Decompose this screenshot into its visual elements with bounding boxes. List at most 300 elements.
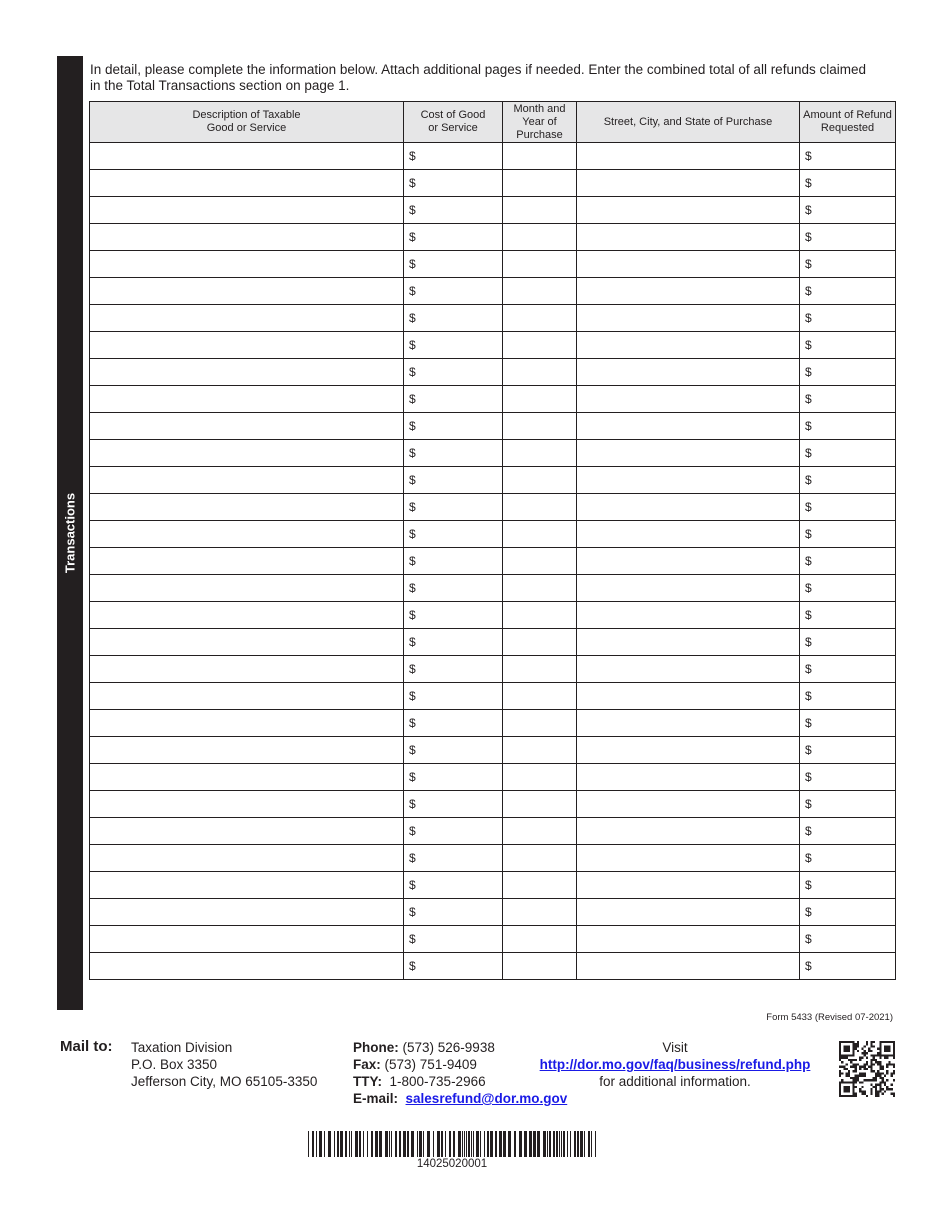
location-cell[interactable]: [577, 521, 800, 548]
phone-number: (573) 526-9938: [402, 1040, 495, 1055]
refund-amount-cell[interactable]: [800, 818, 896, 845]
additional-info-text: for additional information.: [599, 1074, 751, 1089]
tty-number: 1-800-735-2966: [389, 1074, 486, 1089]
cost-cell[interactable]: [404, 224, 503, 251]
description-cell[interactable]: [90, 953, 404, 980]
barcode-bar: [524, 1131, 527, 1157]
barcode-bar: [473, 1131, 474, 1157]
description-cell[interactable]: [90, 764, 404, 791]
location-cell[interactable]: [577, 413, 800, 440]
cost-cell[interactable]: [404, 413, 503, 440]
location-cell[interactable]: [577, 170, 800, 197]
barcode-bar: [529, 1131, 532, 1157]
barcode-bar: [580, 1131, 583, 1157]
refund-amount-cell[interactable]: [800, 575, 896, 602]
location-cell[interactable]: [577, 467, 800, 494]
refund-amount-cell[interactable]: [800, 899, 896, 926]
refund-amount-cell[interactable]: [800, 494, 896, 521]
barcode-bar: [449, 1131, 451, 1157]
table-header-row: [90, 102, 896, 143]
dollar-sign: $: [805, 419, 812, 433]
cost-cell[interactable]: [404, 359, 503, 386]
description-cell[interactable]: [90, 386, 404, 413]
month-year-cell[interactable]: [503, 575, 577, 602]
cost-cell[interactable]: [404, 278, 503, 305]
dollar-sign: $: [409, 932, 416, 946]
dollar-sign: $: [409, 905, 416, 919]
refund-amount-cell[interactable]: [800, 791, 896, 818]
table-row: [90, 224, 896, 251]
barcode-bar: [595, 1131, 596, 1157]
refund-amount-cell[interactable]: [800, 413, 896, 440]
month-year-cell[interactable]: [503, 386, 577, 413]
fax-number: (573) 751-9409: [384, 1057, 477, 1072]
description-cell[interactable]: [90, 170, 404, 197]
month-year-cell[interactable]: [503, 467, 577, 494]
email-line: [353, 1090, 567, 1107]
dollar-sign: $: [805, 203, 812, 217]
refund-amount-cell[interactable]: [800, 332, 896, 359]
barcode-bar: [519, 1131, 522, 1157]
table-row: [90, 926, 896, 953]
description-cell[interactable]: [90, 224, 404, 251]
barcode-bar: [588, 1131, 590, 1157]
mail-to-label: Mail to:: [60, 1038, 113, 1055]
location-cell[interactable]: [577, 224, 800, 251]
address-line: P.O. Box 3350: [131, 1057, 218, 1072]
refund-amount-cell[interactable]: [800, 548, 896, 575]
dollar-sign: $: [409, 176, 416, 190]
dollar-sign: $: [805, 311, 812, 325]
description-cell[interactable]: [90, 359, 404, 386]
cost-cell[interactable]: [404, 440, 503, 467]
barcode-bar: [359, 1131, 361, 1157]
location-cell[interactable]: [577, 278, 800, 305]
dollar-sign: $: [409, 851, 416, 865]
transactions-sidebar: [57, 56, 83, 1010]
location-cell[interactable]: [577, 548, 800, 575]
location-cell[interactable]: [577, 143, 800, 170]
barcode-bar: [399, 1131, 401, 1157]
refund-amount-cell[interactable]: [800, 251, 896, 278]
location-cell[interactable]: [577, 305, 800, 332]
table-row: [90, 602, 896, 629]
month-year-cell[interactable]: [503, 818, 577, 845]
location-cell[interactable]: [577, 953, 800, 980]
month-year-cell[interactable]: [503, 953, 577, 980]
barcode-bar: [553, 1131, 555, 1157]
barcode-bar: [495, 1131, 497, 1157]
refund-amount-cell[interactable]: [800, 953, 896, 980]
description-cell[interactable]: [90, 710, 404, 737]
month-year-cell[interactable]: [503, 926, 577, 953]
cost-cell[interactable]: [404, 710, 503, 737]
location-cell[interactable]: [577, 575, 800, 602]
refund-amount-cell[interactable]: [800, 359, 896, 386]
refund-amount-cell[interactable]: [800, 305, 896, 332]
table-row: [90, 845, 896, 872]
month-year-cell[interactable]: [503, 737, 577, 764]
description-cell[interactable]: [90, 818, 404, 845]
description-cell[interactable]: [90, 899, 404, 926]
barcode: [308, 1131, 596, 1157]
refund-amount-cell[interactable]: [800, 602, 896, 629]
location-cell[interactable]: [577, 872, 800, 899]
refund-amount-cell[interactable]: [800, 710, 896, 737]
month-year-cell[interactable]: [503, 224, 577, 251]
dollar-sign: $: [805, 365, 812, 379]
refund-amount-cell[interactable]: [800, 926, 896, 953]
email-label: E-mail:: [353, 1091, 399, 1106]
barcode-bar: [559, 1131, 560, 1157]
table-row: [90, 359, 896, 386]
address-line: Taxation Division: [131, 1040, 233, 1055]
dollar-sign: $: [409, 230, 416, 244]
refund-amount-cell[interactable]: [800, 197, 896, 224]
month-year-cell[interactable]: [503, 413, 577, 440]
barcode-bar: [371, 1131, 373, 1157]
cost-cell[interactable]: [404, 170, 503, 197]
barcode-bar: [349, 1131, 350, 1157]
location-cell[interactable]: [577, 440, 800, 467]
description-cell[interactable]: [90, 548, 404, 575]
month-year-cell[interactable]: [503, 170, 577, 197]
refund-amount-cell[interactable]: [800, 764, 896, 791]
location-cell[interactable]: [577, 197, 800, 224]
barcode-bar: [351, 1131, 352, 1157]
month-year-cell[interactable]: [503, 521, 577, 548]
cost-cell[interactable]: [404, 521, 503, 548]
cost-cell[interactable]: [404, 818, 503, 845]
barcode-bar: [462, 1131, 463, 1157]
month-year-cell[interactable]: [503, 143, 577, 170]
month-year-cell[interactable]: [503, 710, 577, 737]
cost-cell[interactable]: [404, 656, 503, 683]
dollar-sign: $: [805, 554, 812, 568]
barcode-bar: [403, 1131, 406, 1157]
refund-amount-cell[interactable]: [800, 467, 896, 494]
dollar-sign: $: [805, 500, 812, 514]
dollar-sign: $: [805, 446, 812, 460]
dollar-sign: $: [805, 797, 812, 811]
dollar-sign: $: [409, 365, 416, 379]
location-cell[interactable]: [577, 764, 800, 791]
barcode-bar: [563, 1131, 565, 1157]
table-row: [90, 143, 896, 170]
refund-amount-cell[interactable]: [800, 656, 896, 683]
description-cell[interactable]: [90, 494, 404, 521]
month-year-cell[interactable]: [503, 440, 577, 467]
dollar-sign: $: [805, 878, 812, 892]
table-row: [90, 386, 896, 413]
description-cell[interactable]: [90, 791, 404, 818]
location-cell[interactable]: [577, 899, 800, 926]
cost-cell[interactable]: [404, 737, 503, 764]
table-row: [90, 494, 896, 521]
dollar-sign: $: [409, 770, 416, 784]
dollar-sign: $: [409, 878, 416, 892]
description-cell[interactable]: [90, 251, 404, 278]
instructions-text: In detail, please complete the information below. Attach additional pages if needed. Enter the combined total of all refunds claimed in the Total Transactions section on page 1.: [90, 62, 866, 93]
cost-cell[interactable]: [404, 251, 503, 278]
cost-cell[interactable]: [404, 386, 503, 413]
location-cell[interactable]: [577, 251, 800, 278]
barcode-bar: [367, 1131, 368, 1157]
barcode-bar: [480, 1131, 481, 1157]
table-row: [90, 818, 896, 845]
tty-label: TTY:: [353, 1074, 382, 1089]
dollar-sign: $: [409, 797, 416, 811]
refund-amount-cell[interactable]: [800, 386, 896, 413]
barcode-bar: [547, 1131, 548, 1157]
cost-cell[interactable]: [404, 197, 503, 224]
barcode-bar: [340, 1131, 343, 1157]
description-cell[interactable]: [90, 575, 404, 602]
month-year-cell[interactable]: [503, 791, 577, 818]
barcode-number: 14025020001: [416, 1158, 488, 1170]
location-cell[interactable]: [577, 386, 800, 413]
dollar-sign: $: [805, 257, 812, 271]
dollar-sign: $: [409, 338, 416, 352]
barcode-bar: [328, 1131, 331, 1157]
cost-cell[interactable]: [404, 872, 503, 899]
dollar-sign: $: [805, 473, 812, 487]
refund-amount-cell[interactable]: [800, 845, 896, 872]
cost-cell[interactable]: [404, 926, 503, 953]
cost-cell[interactable]: [404, 764, 503, 791]
description-cell[interactable]: [90, 332, 404, 359]
barcode-bar: [433, 1131, 434, 1157]
refund-amount-cell[interactable]: [800, 440, 896, 467]
location-cell[interactable]: [577, 791, 800, 818]
barcode-bar: [514, 1131, 516, 1157]
table-row: [90, 251, 896, 278]
description-cell[interactable]: [90, 278, 404, 305]
dollar-sign: $: [805, 581, 812, 595]
dollar-sign: $: [805, 770, 812, 784]
table-row: [90, 305, 896, 332]
barcode-bar: [419, 1131, 422, 1157]
barcode-bar: [584, 1131, 585, 1157]
table-row: [90, 413, 896, 440]
location-cell[interactable]: [577, 656, 800, 683]
table-row: [90, 332, 896, 359]
dollar-sign: $: [409, 446, 416, 460]
barcode-bar: [308, 1131, 309, 1157]
description-cell[interactable]: [90, 629, 404, 656]
month-year-cell[interactable]: [503, 332, 577, 359]
cost-cell[interactable]: [404, 791, 503, 818]
month-year-cell[interactable]: [503, 197, 577, 224]
month-year-cell[interactable]: [503, 764, 577, 791]
barcode-bar: [543, 1131, 546, 1157]
barcode-bar: [464, 1131, 465, 1157]
barcode-bar: [316, 1131, 317, 1157]
month-year-cell[interactable]: [503, 872, 577, 899]
month-year-cell[interactable]: [503, 629, 577, 656]
barcode-bar: [556, 1131, 558, 1157]
dollar-sign: $: [805, 689, 812, 703]
barcode-bar: [427, 1131, 430, 1157]
cost-cell[interactable]: [404, 602, 503, 629]
month-year-cell[interactable]: [503, 548, 577, 575]
description-cell[interactable]: [90, 683, 404, 710]
barcode-bar: [591, 1131, 592, 1157]
barcode-bar: [379, 1131, 382, 1157]
cost-cell[interactable]: [404, 467, 503, 494]
barcode-bar: [437, 1131, 440, 1157]
description-cell[interactable]: [90, 197, 404, 224]
header-description: Description of Taxable Good or Service: [90, 102, 404, 143]
refund-amount-cell[interactable]: [800, 683, 896, 710]
barcode-bar: [537, 1131, 540, 1157]
month-year-cell[interactable]: [503, 494, 577, 521]
cost-cell[interactable]: [404, 845, 503, 872]
barcode-bar: [337, 1131, 339, 1157]
barcode-bar: [312, 1131, 314, 1157]
cost-cell[interactable]: [404, 494, 503, 521]
dollar-sign: $: [805, 527, 812, 541]
dollar-sign: $: [805, 716, 812, 730]
barcode-bar: [407, 1131, 409, 1157]
refund-amount-cell[interactable]: [800, 143, 896, 170]
email-link[interactable]: salesrefund@dor.mo.gov: [405, 1091, 568, 1106]
refund-amount-cell[interactable]: [800, 521, 896, 548]
dollar-sign: $: [409, 257, 416, 271]
description-cell[interactable]: [90, 926, 404, 953]
location-cell[interactable]: [577, 818, 800, 845]
month-year-cell[interactable]: [503, 602, 577, 629]
location-cell[interactable]: [577, 494, 800, 521]
dollar-sign: $: [805, 230, 812, 244]
cost-cell[interactable]: [404, 332, 503, 359]
location-cell[interactable]: [577, 359, 800, 386]
barcode-bar: [355, 1131, 358, 1157]
dollar-sign: $: [805, 392, 812, 406]
dollar-sign: $: [409, 554, 416, 568]
dollar-sign: $: [409, 608, 416, 622]
dollar-sign: $: [409, 149, 416, 163]
barcode-bar: [499, 1131, 502, 1157]
refund-amount-cell[interactable]: [800, 629, 896, 656]
dollar-sign: $: [805, 743, 812, 757]
table-row: [90, 629, 896, 656]
cost-cell[interactable]: [404, 953, 503, 980]
description-cell[interactable]: [90, 143, 404, 170]
description-cell[interactable]: [90, 602, 404, 629]
transactions-table: [89, 101, 896, 980]
table-row: [90, 278, 896, 305]
description-cell[interactable]: [90, 440, 404, 467]
dollar-sign: $: [409, 662, 416, 676]
description-cell[interactable]: [90, 467, 404, 494]
refund-amount-cell[interactable]: [800, 737, 896, 764]
location-cell[interactable]: [577, 845, 800, 872]
barcode-bar: [319, 1131, 322, 1157]
visit-text: Visit: [662, 1040, 688, 1055]
barcode-bar: [411, 1131, 414, 1157]
mail-address: [131, 1039, 317, 1090]
description-cell[interactable]: [90, 305, 404, 332]
description-cell[interactable]: [90, 872, 404, 899]
description-cell[interactable]: [90, 845, 404, 872]
description-cell[interactable]: [90, 737, 404, 764]
month-year-cell[interactable]: [503, 845, 577, 872]
location-cell[interactable]: [577, 332, 800, 359]
location-cell[interactable]: [577, 737, 800, 764]
description-cell[interactable]: [90, 413, 404, 440]
cost-cell[interactable]: [404, 143, 503, 170]
header-month-year: Month and Year of Purchase: [503, 102, 577, 143]
table-row: [90, 440, 896, 467]
month-year-cell[interactable]: [503, 251, 577, 278]
barcode-bar: [334, 1131, 335, 1157]
dollar-sign: $: [805, 905, 812, 919]
month-year-cell[interactable]: [503, 656, 577, 683]
qr-code: [839, 1041, 895, 1097]
table-row: [90, 548, 896, 575]
month-year-cell[interactable]: [503, 683, 577, 710]
barcode-bar: [345, 1131, 347, 1157]
dollar-sign: $: [805, 176, 812, 190]
cost-cell[interactable]: [404, 629, 503, 656]
refund-amount-cell[interactable]: [800, 278, 896, 305]
month-year-cell[interactable]: [503, 305, 577, 332]
location-cell[interactable]: [577, 602, 800, 629]
barcode-bar: [363, 1131, 364, 1157]
location-cell[interactable]: [577, 683, 800, 710]
month-year-cell[interactable]: [503, 899, 577, 926]
refund-amount-cell[interactable]: [800, 170, 896, 197]
barcode-bar: [395, 1131, 397, 1157]
month-year-cell[interactable]: [503, 278, 577, 305]
refund-amount-cell[interactable]: [800, 872, 896, 899]
dollar-sign: $: [409, 743, 416, 757]
dollar-sign: $: [409, 311, 416, 325]
table-row: [90, 899, 896, 926]
barcode-bar: [484, 1131, 485, 1157]
dollar-sign: $: [805, 851, 812, 865]
dollar-sign: $: [805, 959, 812, 973]
barcode-bar: [458, 1131, 461, 1157]
location-cell[interactable]: [577, 710, 800, 737]
cost-cell[interactable]: [404, 899, 503, 926]
month-year-cell[interactable]: [503, 359, 577, 386]
dollar-sign: $: [805, 932, 812, 946]
barcode-bar: [453, 1131, 455, 1157]
refund-faq-link[interactable]: http://dor.mo.gov/faq/business/refund.php: [539, 1057, 811, 1072]
barcode-bar: [570, 1131, 571, 1157]
table-row: [90, 197, 896, 224]
cost-cell[interactable]: [404, 548, 503, 575]
cost-cell[interactable]: [404, 305, 503, 332]
table-row: [90, 683, 896, 710]
barcode-bar: [375, 1131, 378, 1157]
refund-amount-cell[interactable]: [800, 224, 896, 251]
table-row: [90, 710, 896, 737]
barcode-bar: [417, 1131, 418, 1157]
barcode-bar: [441, 1131, 443, 1157]
description-cell[interactable]: [90, 656, 404, 683]
barcode-bar: [574, 1131, 576, 1157]
dollar-sign: $: [409, 959, 416, 973]
location-cell[interactable]: [577, 629, 800, 656]
cost-cell[interactable]: [404, 683, 503, 710]
dollar-sign: $: [409, 635, 416, 649]
location-cell[interactable]: [577, 926, 800, 953]
description-cell[interactable]: [90, 521, 404, 548]
cost-cell[interactable]: [404, 575, 503, 602]
